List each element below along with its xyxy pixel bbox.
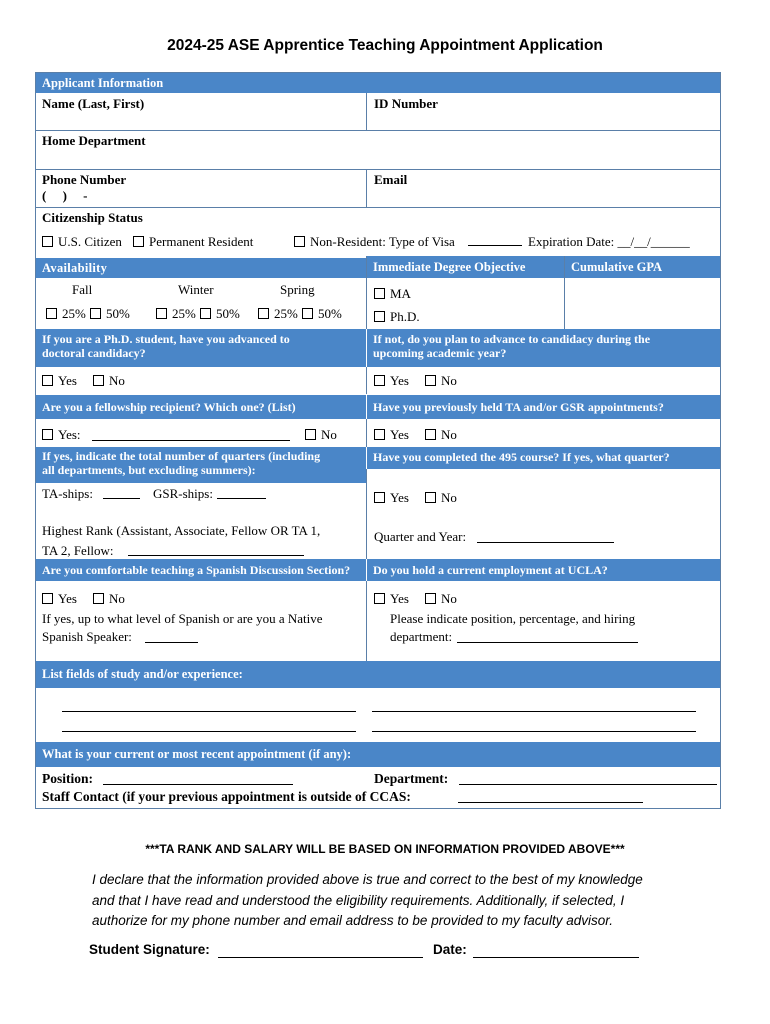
checkbox[interactable]	[42, 236, 53, 247]
visa-type-field[interactable]	[468, 245, 522, 246]
winter-50-option[interactable]: 50%	[200, 306, 240, 322]
spanish-yes[interactable]: Yes	[42, 591, 77, 607]
section-header-applicant: Applicant Information	[36, 73, 720, 93]
question-quarters: If yes, indicate the total number of quarters (including all departments, but excluding summers):	[36, 447, 366, 483]
divider	[366, 469, 367, 559]
spanish-level-label: If yes, up to what level of Spanish or are you a Native	[42, 611, 323, 626]
highest-rank-field[interactable]	[128, 555, 304, 556]
previous-no[interactable]: No	[425, 427, 457, 443]
form-title: 2024-25 ASE Apprentice Teaching Appointment Application	[167, 37, 603, 54]
checkbox[interactable]	[258, 308, 269, 319]
fellowship-name-field[interactable]	[92, 440, 290, 441]
department-label: Department:	[374, 771, 449, 786]
employment-details-field[interactable]	[457, 642, 638, 643]
ta-ships-field[interactable]	[103, 498, 140, 499]
winter-25-option[interactable]: 25%	[156, 306, 196, 322]
home-department-label: Home Department	[42, 133, 146, 148]
checkbox[interactable]	[374, 311, 385, 322]
permanent-resident-option[interactable]: Permanent Resident	[133, 234, 253, 250]
employment-yes[interactable]: Yes	[374, 591, 409, 607]
question-plan-candidacy: If not, do you plan to advance to candidacy during the upcoming academic year?	[367, 329, 720, 367]
ta-ships-label: TA-ships:	[42, 486, 93, 501]
previous-yes[interactable]: Yes	[374, 427, 409, 443]
fall-25-option[interactable]: 25%	[46, 306, 86, 322]
divider	[366, 419, 367, 447]
position-field[interactable]	[103, 784, 293, 785]
date-label: Date:	[433, 942, 467, 957]
checkbox[interactable]	[156, 308, 167, 319]
divider	[36, 169, 720, 170]
highest-rank-label: Highest Rank (Assistant, Associate, Fellow OR TA 1,	[42, 523, 321, 538]
checkbox[interactable]	[42, 593, 53, 604]
id-number-label: ID Number	[374, 96, 438, 111]
checkbox[interactable]	[294, 236, 305, 247]
checkbox[interactable]	[93, 375, 104, 386]
date-field[interactable]	[473, 957, 639, 958]
fields-line-3[interactable]	[62, 731, 356, 732]
checkbox[interactable]	[374, 375, 385, 386]
spring-label: Spring	[280, 282, 315, 297]
candidacy-no[interactable]: No	[93, 373, 125, 389]
section-header-degree: Immediate Degree Objective	[367, 256, 564, 278]
staff-contact-field[interactable]	[458, 802, 643, 803]
employment-no[interactable]: No	[425, 591, 457, 607]
department-field[interactable]	[459, 784, 717, 785]
checkbox[interactable]	[305, 429, 316, 440]
checkbox[interactable]	[425, 593, 436, 604]
question-previous-appointments: Have you previously held TA and/or GSR appointments?	[367, 395, 720, 419]
staff-contact-label: Staff Contact (if your previous appointment is outside of CCAS:	[42, 789, 411, 804]
winter-label: Winter	[178, 282, 214, 297]
ma-option[interactable]: MA	[374, 286, 411, 302]
divider	[36, 130, 720, 131]
section-header-appointment: What is your current or most recent appointment (if any):	[36, 742, 720, 767]
question-fellowship: Are you a fellowship recipient? Which one? (List)	[36, 395, 366, 419]
section-header-availability: Availability	[36, 258, 366, 278]
question-spanish: Are you comfortable teaching a Spanish Discussion Section?	[36, 559, 366, 581]
divider	[366, 256, 367, 329]
plan-candidacy-no[interactable]: No	[425, 373, 457, 389]
email-label: Email	[374, 172, 408, 187]
course-495-no[interactable]: No	[425, 490, 457, 506]
checkbox[interactable]	[374, 492, 385, 503]
checkbox[interactable]	[200, 308, 211, 319]
section-header-fields: List fields of study and/or experience:	[36, 661, 720, 688]
gsr-ships-label: GSR-ships:	[153, 486, 213, 501]
fall-label: Fall	[72, 282, 93, 297]
phone-format: ( ) -	[42, 188, 88, 203]
highest-rank-label-2: TA 2, Fellow:	[42, 543, 114, 558]
divider	[564, 256, 565, 329]
phone-label: Phone Number	[42, 172, 127, 187]
divider	[366, 581, 367, 661]
fellowship-yes[interactable]: Yes:	[42, 427, 81, 443]
signature-label: Student Signature:	[89, 942, 210, 957]
checkbox[interactable]	[374, 429, 385, 440]
checkbox[interactable]	[42, 429, 53, 440]
citizen-option[interactable]: U.S. Citizen	[42, 234, 122, 250]
spanish-no[interactable]: No	[93, 591, 125, 607]
quarter-year-field[interactable]	[477, 542, 614, 543]
gsr-ships-field[interactable]	[217, 498, 266, 499]
checkbox[interactable]	[374, 288, 385, 299]
divider	[36, 207, 720, 208]
plan-candidacy-yes[interactable]: Yes	[374, 373, 409, 389]
candidacy-yes[interactable]: Yes	[42, 373, 77, 389]
non-resident-option[interactable]: Non-Resident: Type of Visa	[294, 234, 455, 250]
checkbox[interactable]	[133, 236, 144, 247]
phd-option[interactable]: Ph.D.	[374, 309, 420, 325]
checkbox[interactable]	[425, 429, 436, 440]
section-header-gpa: Cumulative GPA	[565, 256, 720, 278]
spanish-level-label-2: Spanish Speaker:	[42, 629, 132, 644]
checkbox[interactable]	[374, 593, 385, 604]
position-label: Position:	[42, 771, 94, 786]
spring-25-option[interactable]: 25%	[258, 306, 298, 322]
name-label: Name (Last, First)	[42, 96, 145, 111]
checkbox[interactable]	[425, 492, 436, 503]
salary-notice: ***TA RANK AND SALARY WILL BE BASED ON INFORMATION PROVIDED ABOVE***	[145, 842, 625, 856]
citizenship-label: Citizenship Status	[42, 210, 143, 225]
checkbox[interactable]	[46, 308, 57, 319]
divider	[366, 169, 367, 207]
fall-50-option[interactable]: 50%	[90, 306, 130, 322]
declaration: I declare that the information provided above is true and correct to the best of my knowledge and that I have read and understood the eligibility requirements. Additionally, if selected, I authorize for my phone number and email address to be provided to my faculty advisor.	[92, 872, 643, 928]
spanish-level-field[interactable]	[145, 642, 198, 643]
checkbox[interactable]	[93, 593, 104, 604]
signature-field[interactable]	[218, 957, 423, 958]
employment-details-label: Please indicate position, percentage, and hiring	[390, 611, 636, 626]
fields-line-2[interactable]	[372, 711, 696, 712]
checkbox[interactable]	[90, 308, 101, 319]
checkbox[interactable]	[42, 375, 53, 386]
question-ucla-employment: Do you hold a current employment at UCLA?	[367, 559, 720, 581]
divider	[366, 367, 367, 394]
employment-details-label-2: department:	[390, 629, 453, 644]
question-495-course: Have you completed the 495 course? If yes, what quarter?	[367, 447, 720, 469]
checkbox[interactable]	[302, 308, 313, 319]
fellowship-no[interactable]: No	[305, 427, 337, 443]
quarter-year-label: Quarter and Year:	[374, 529, 467, 544]
fields-line-4[interactable]	[372, 731, 696, 732]
checkbox[interactable]	[425, 375, 436, 386]
expiration-date-label[interactable]: Expiration Date: __/__/______	[528, 234, 690, 249]
question-candidacy: If you are a Ph.D. student, have you advanced to doctoral candidacy?	[36, 329, 366, 367]
divider	[366, 93, 367, 130]
course-495-yes[interactable]: Yes	[374, 490, 409, 506]
fields-line-1[interactable]	[62, 711, 356, 712]
spring-50-option[interactable]: 50%	[302, 306, 342, 322]
